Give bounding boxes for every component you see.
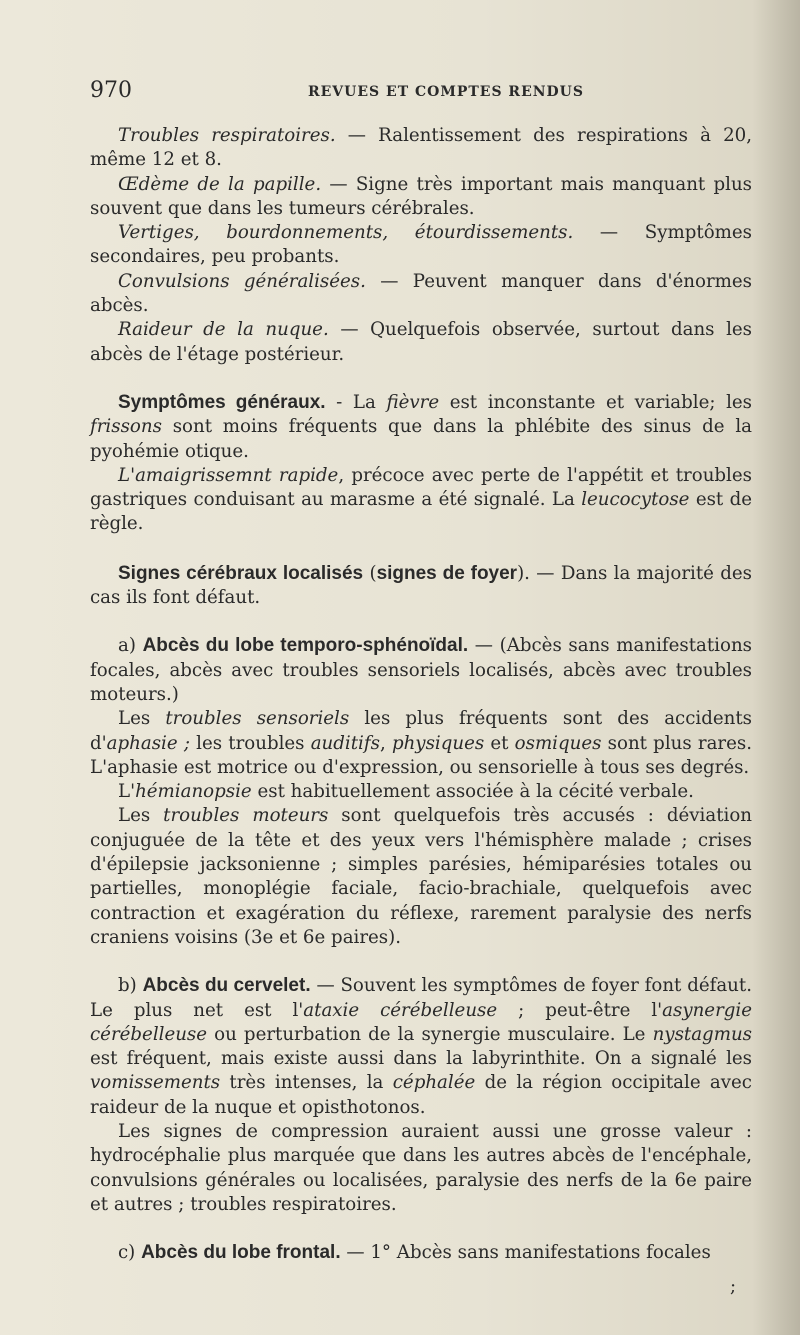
paragraph-text: — Quelquefois observée, surtout dans les abcès de l'étage postérieur. [90,319,753,365]
term-italic: Troubles respiratoires. [118,125,336,146]
term-italic: Convulsions généralisées. [118,270,366,292]
paragraph-oedeme-papille [90,173,752,222]
paragraph-hemianopsie: L'hémianopsie est habituellement associée à la cécité verbale. [118,781,694,803]
paragraph-troubles-respiratoires [90,124,752,173]
term-italic: Vertiges, bourdonnements, étourdissements. [118,222,574,244]
paragraph-vertiges [90,221,752,270]
subsection-heading: Abcès du lobe frontal. [141,1242,341,1264]
page-end-mark: ; [730,1276,737,1297]
paragraph-amaigrissement: L'amaigrissemnt rapide, précoce avec perte de l'appétit et troubles gastriques conduisant au marasme a été signalé. La leucocytose est de règle. [90,464,753,535]
section-heading: Symptômes généraux. [118,391,326,413]
running-title: REVUES ET COMPTES RENDUS [308,84,584,100]
paragraph-raideur-nuque [90,318,752,367]
paragraph-troubles-sensoriels: Les troubles sensoriels les plus fréquents sont des accidents d'aphasie ; les troubles auditifs, physiques et osmiques sont plus rares. L'aphasie est motrice ou d'expression, ou sensorielle à tous ses degrés. [90,708,753,778]
paragraph-signes-compression: Les signes de compression auraient aussi une grosse valeur : hydrocéphalie plus marquée que dans les autres abcès de l'encéphale, convulsions générales ou localisées, paralysie des nerfs de la 6e paire et autres ; troubles respiratoires. [90,1120,752,1215]
paragraph-troubles-moteurs: Les troubles moteurs sont quelquefois très accusés : déviation conjuguée de la tête et des yeux vers l'hémisphère malade ; crises d'épilepsie jacksonienne ; simples parésies, hémiparésies totales ou partielles, monoplégie faciale, facio-brachiale, quelquefois avec contraction et exagération du réflexe, rarement paralysie des nerfs craniens voisins (3e et 6e paires). [90,805,752,948]
page-body [90,124,752,1265]
section-heading: Signes cérébraux localisés [118,562,364,584]
paragraph-text: — Signe très important mais manquant plus souvent que dans les tumeurs cérébrales. [90,173,752,219]
term-italic: Raideur de la nuque. [118,319,329,341]
paragraph-convulsions [90,270,752,319]
paragraph-text: — Ralentissement des respirations à 20, même 12 et 8. [90,125,752,171]
paragraph-abces-cervelet: b) Abcès du cervelet. — Souvent les symptômes de foyer font défaut. Le plus net est l'ataxie cérébelleuse ; peut-être l'asynergie cérébelleuse ou perturbation de la synergie musculaire. Le nystagmus est fréquent, mais existe aussi dans la labyrinthite. On a signalé les vomissements très intenses, la céphalée de la région occipitale avec raideur de la nuque et opisthotonos. [90,975,752,1118]
paragraph-signes-cerebraux: Signes cérébraux localisés (signes de foyer). — Dans la majorité des cas ils font défaut. [90,562,753,609]
paragraph-abces-frontal: c) Abcès du lobe frontal. — 1° Abcès sans manifestations focales [118,1242,711,1264]
term-italic: Œdème de la papille. [118,173,322,195]
paragraph-symptomes-generaux: Symptômes généraux. - La fièvre est inconstante et variable; les frissons sont moins fréquents que dans la phlébite des sinus de la pyohémie otique. [90,391,752,462]
subsection-heading: Abcès du cervelet. [142,975,311,997]
paragraph-text: — Symptômes secondaires, peu probants. [90,222,752,268]
subsection-heading: Abcès du lobe temporo-sphénoïdal. [142,635,469,657]
page-header [90,78,752,104]
paragraph-text: — Peuvent manquer dans d'énormes abcès. [90,270,752,317]
paragraph-abces-temporo: a) Abcès du lobe temporo-sphénoïdal. — (Abcès sans manifestations focales, abcès avec troubles sensoriels localisés, abcès avec troubles moteurs.) [90,635,752,705]
page-number: 970 [90,78,132,103]
